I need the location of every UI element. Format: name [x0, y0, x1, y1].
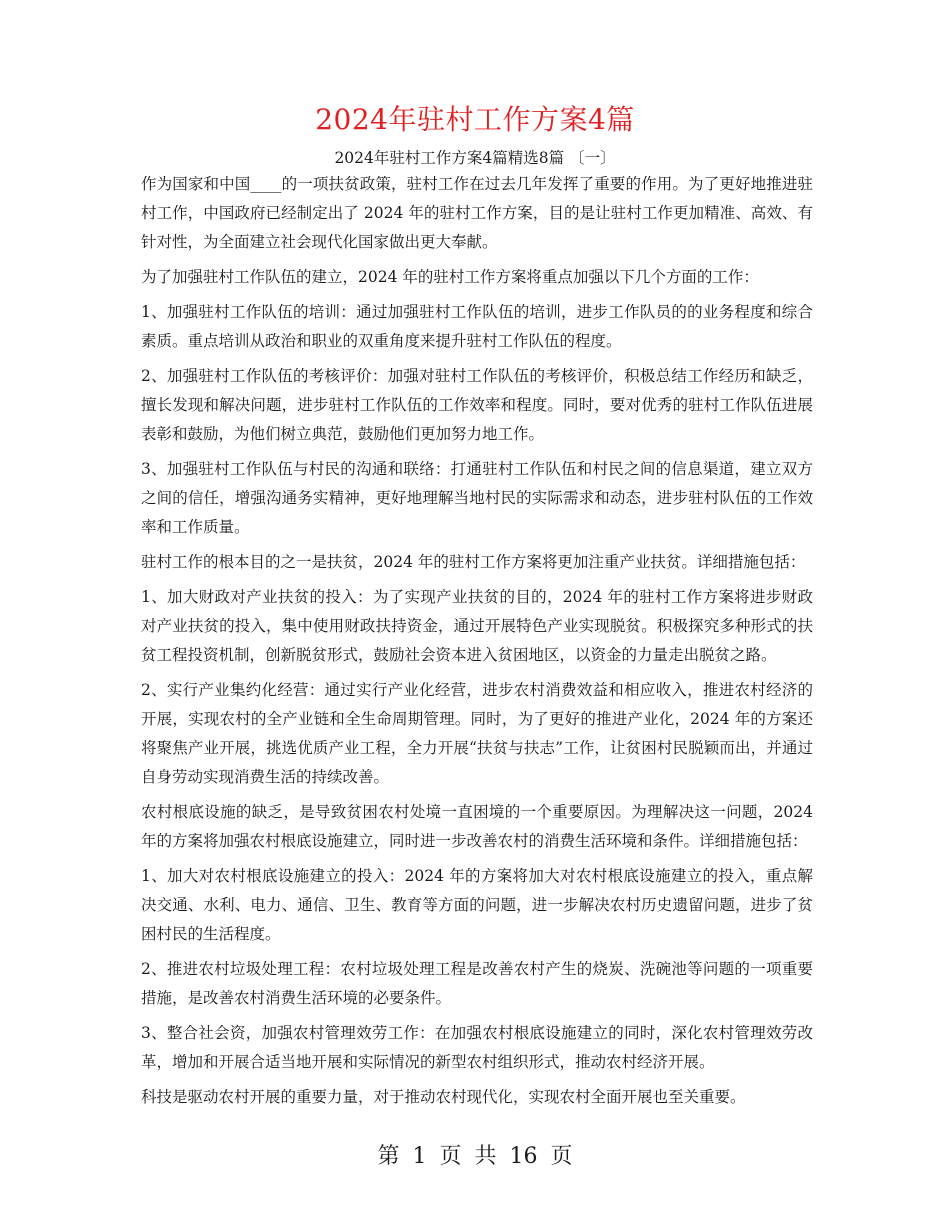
paragraph: 2、实行产业集约化经营：通过实行产业化经营，进步农村消费效益和相应收入，推进农村经济的开展，实现农村的全产业链和全生命周期管理。同时，为了更好的推进产业化，2024 年的方案还将聚焦产业开展，挑选优质产业工程，全力开展“扶贫与扶志”工作，让贫困村民脱颖而出，并通过自身劳动实现消费生活的持续改善。 — [141, 681, 813, 786]
paragraph: 科技是驱动农村开展的重要力量，对于推动农村现代化，实现农村全面开展也至关重要。 — [141, 1088, 746, 1106]
paragraph: 驻村工作的根本目的之一是扶贫，2024 年的驻村工作方案将更加注重产业扶贫。详细措施包括： — [141, 553, 806, 571]
paragraph: 1、加大财政对产业扶贫的投入：为了实现产业扶贫的目的，2024 年的驻村工作方案将进步财政对产业扶贫的投入，集中使用财政扶持资金，通过开展特色产业实现脱贫。积极探究多种形式的扶贫工程投资机制，创新脱贫形式，鼓励社会资本进入贫困地区，以资金的力量走出脱贫之路。 — [141, 588, 813, 664]
paragraph: 3、整合社会资，加强农村管理效劳工作：在加强农村根底设施建立的同时，深化农村管理效劳改革，增加和开展合适当地开展和实际情况的新型农村组织形式，推动农村经济开展。 — [141, 1024, 813, 1071]
paragraph: 农村根底设施的缺乏，是导致贫困农村处境一直困境的一个重要原因。为理解决这一问题，2024 年的方案将加强农村根底设施建立，同时进一步改善农村的消费生活环境和条件。详细措施包括： — [141, 803, 813, 850]
document-subtitle: 2024年驻村工作方案4篇精选8篇 〔一〕 — [334, 149, 616, 167]
paragraph: 1、加强驻村工作队伍的培训：通过加强驻村工作队伍的培训，进步工作队员的的业务程度和综合素质。重点培训从政治和职业的双重角度来提升驻村工作队伍的程度。 — [141, 303, 813, 350]
document-title: 2024年驻村工作方案4篇 — [315, 103, 635, 136]
page-number-footer: 第 1 页 共 16 页 — [377, 1144, 573, 1169]
paragraph: 1、加大对农村根底设施建立的投入：2024 年的方案将加大对农村根底设施建立的投入，重点解决交通、水利、电力、通信、卫生、教育等方面的问题，进一步解决农村历史遗留问题，进步了贫困村民的生活程度。 — [141, 867, 813, 943]
paragraph: 作为国家和中国____的一项扶贫政策，驻村工作在过去几年发挥了重要的作用。为了更好地推进驻村工作，中国政府已经制定出了 2024 年的驻村工作方案，目的是让驻村工作更加精准、高效、有针对性，为全面建立社会现代化国家做出更大奉献。 — [141, 175, 813, 251]
paragraph: 2、推进农村垃圾处理工程：农村垃圾处理工程是改善农村产生的烧炭、洗碗池等问题的一项重要措施，是改善农村消费生活环境的必要条件。 — [141, 960, 813, 1007]
document-body — [141, 170, 813, 1118]
paragraph: 为了加强驻村工作队伍的建立，2024 年的驻村工作方案将重点加强以下几个方面的工作： — [141, 268, 759, 286]
paragraph: 2、加强驻村工作队伍的考核评价：加强对驻村工作队伍的考核评价，积极总结工作经历和缺乏，擅长发现和解决问题，进步驻村工作队伍的工作效率和程度。同时，要对优秀的驻村工作队伍进展表彰和鼓励，为他们树立典范，鼓励他们更加努力地工作。 — [141, 367, 813, 443]
paragraph: 3、加强驻村工作队伍与村民的沟通和联络：打通驻村工作队伍和村民之间的信息渠道，建立双方之间的信任，增强沟通务实精神，更好地理解当地村民的实际需求和动态，进步驻村队伍的工作效率和工作质量。 — [141, 460, 813, 536]
